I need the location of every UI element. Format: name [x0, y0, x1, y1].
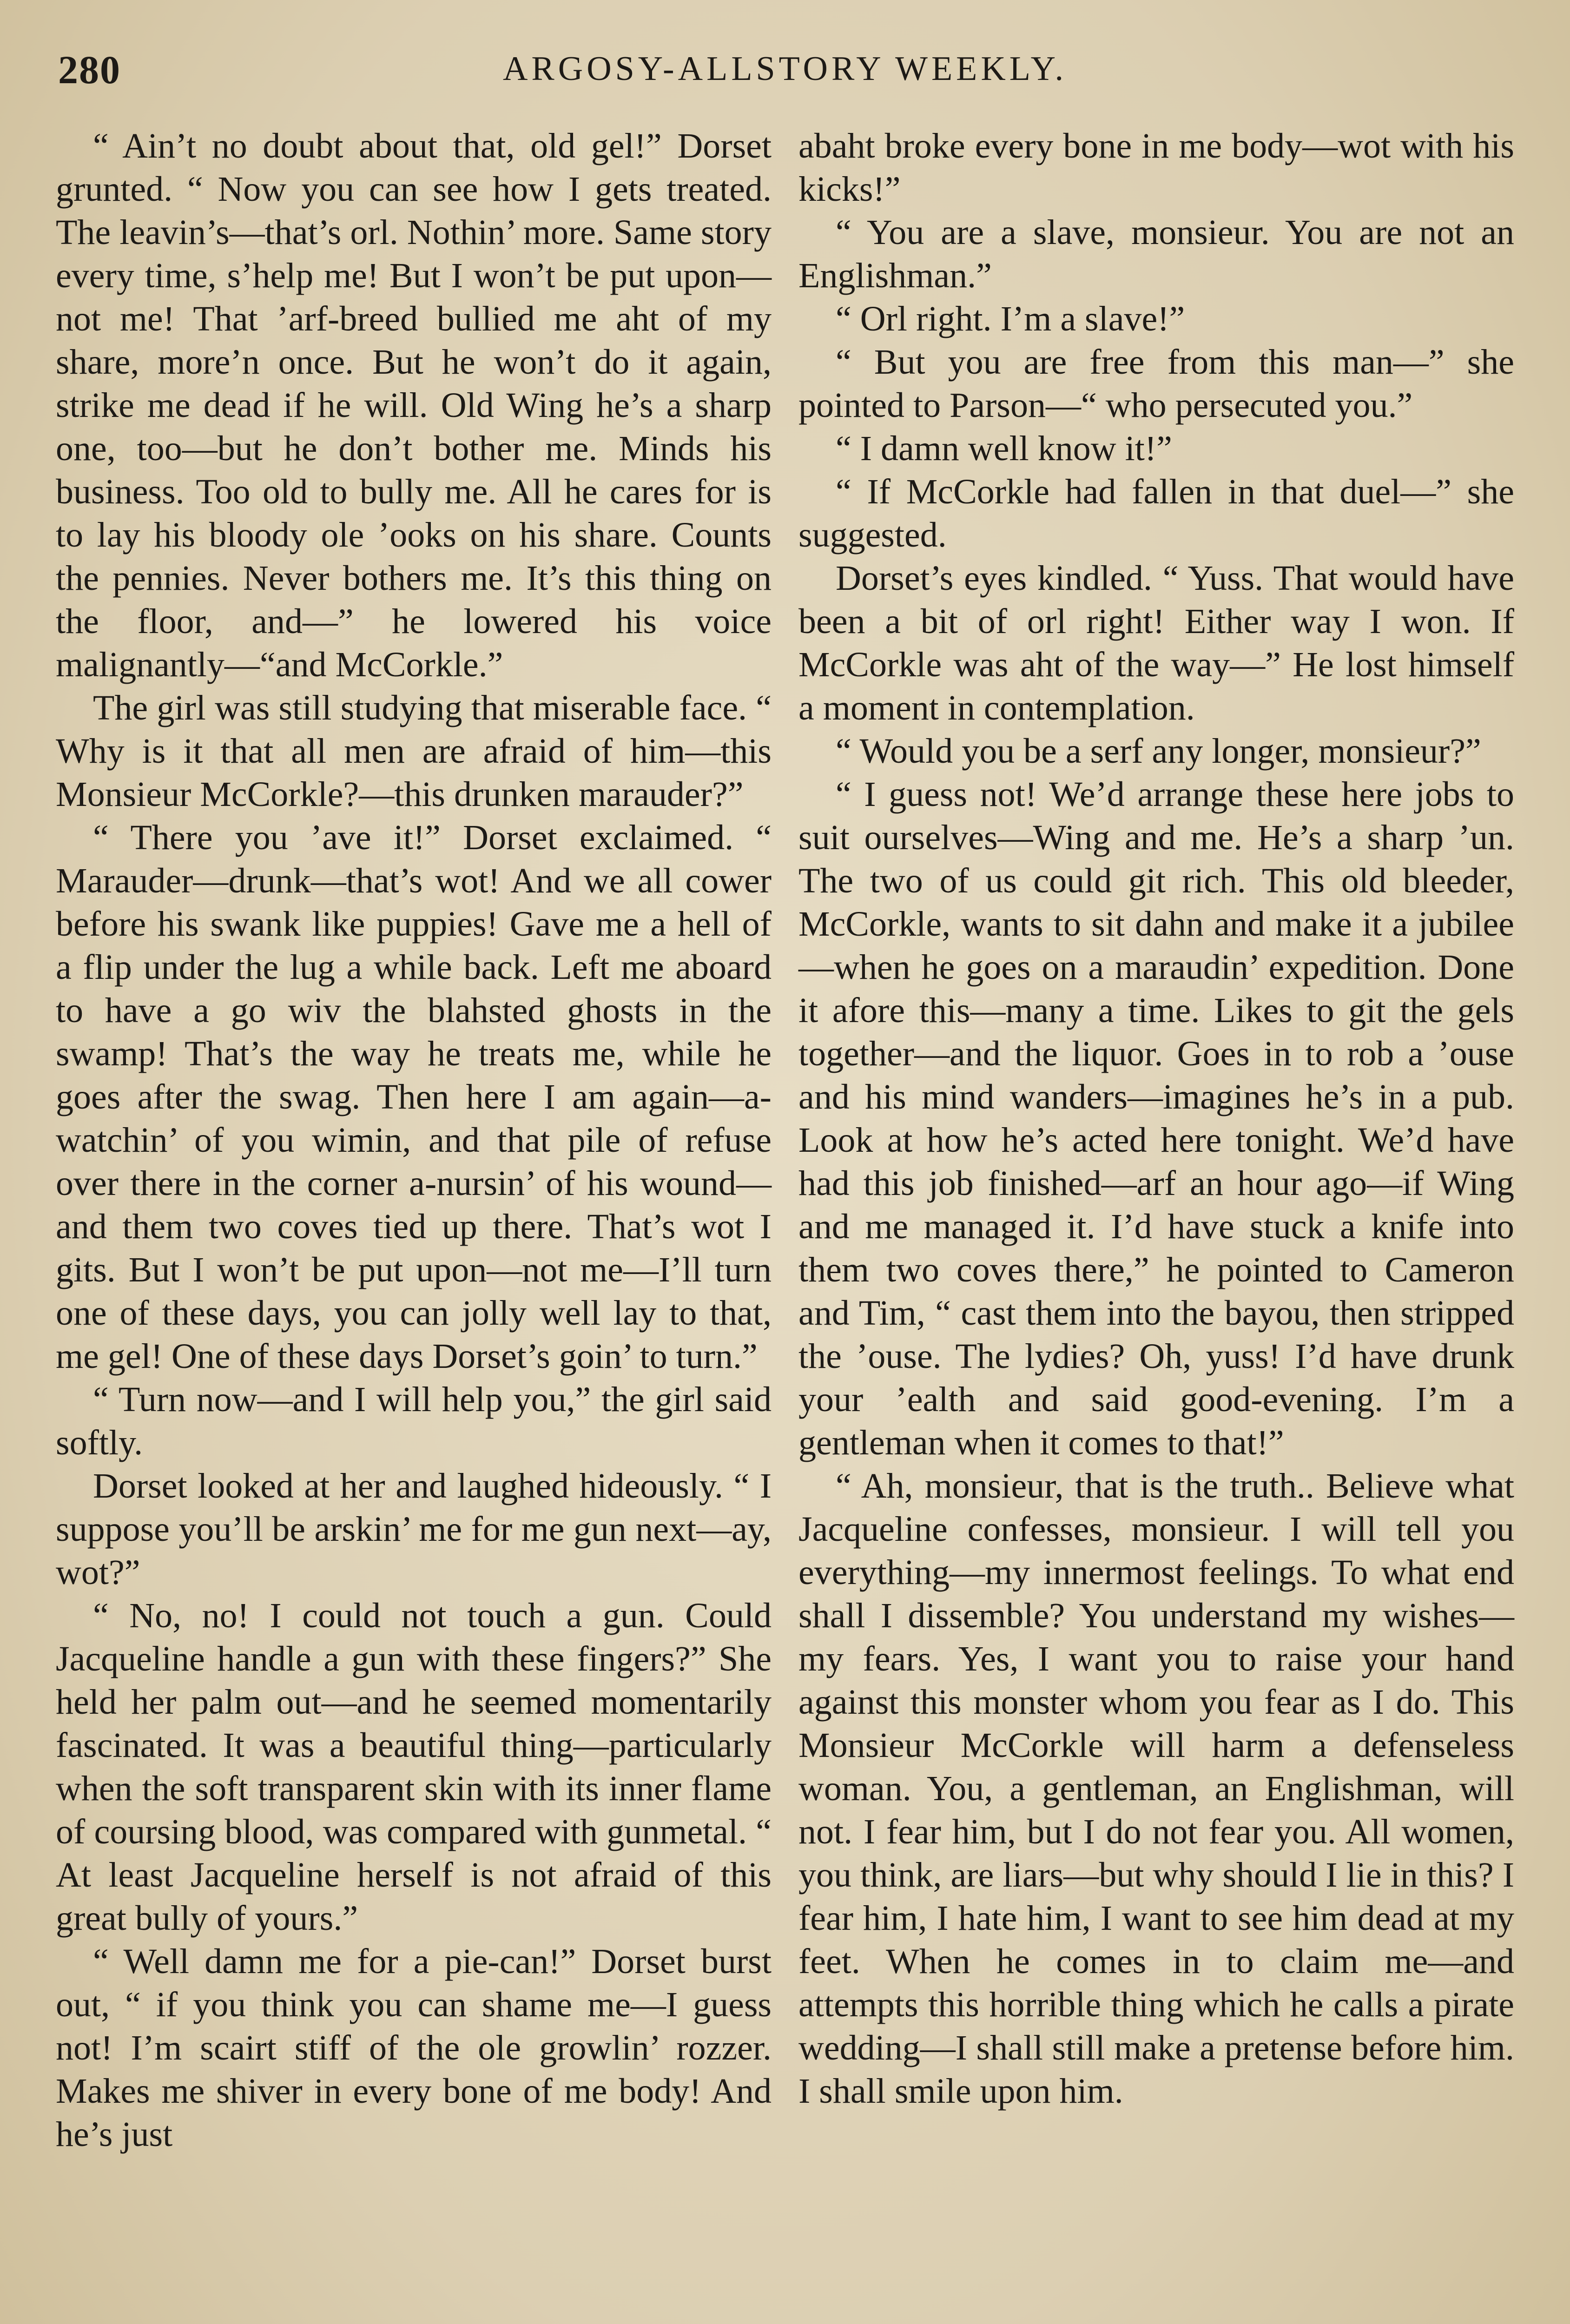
paragraph: “ There you ’ave it!” Dorset exclaimed. “ Marauder—drunk—that’s wot! And we all cower before his swank like puppies! Gave me a hell of a flip under the lug a while back. Left me aboard to have a go wiv the blahsted ghosts in the swamp! That’s the way he treats me, while he goes after the swag. Then here I am again—a-watchin’ of you wimin, and that pile of refuse over there in the corner a-nursin’ of his wound—and them two coves tied up there. That’s wot I gits. But I won’t be put upon—not me—I’ll turn one of these days, you can jolly well lay to that, me gel! One of these days Dorset’s goin’ to turn.”	[56, 818, 772, 1376]
paragraph: “ Orl right. I’m a slave!”	[836, 299, 1185, 338]
page-header	[58, 33, 1512, 102]
paragraph: “ If McCorkle had fallen in that duel—” she suggested.	[798, 472, 1514, 555]
paragraph: “ No, no! I could not touch a gun. Could Jacqueline handle a gun with these fingers?” She held her palm out—and he seemed momentarily fascinated. It was a beautiful thing—particularly when the soft transparent skin with its inner flame of coursing blood, was compared with gunmetal. “ At least Jacqueline herself is not afraid of this great bully of yours.”	[56, 1596, 772, 1938]
paragraph: “ You are a slave, monsieur. You are not an Englishman.”	[798, 213, 1514, 295]
running-title: ARGOSY-ALLSTORY WEEKLY.	[502, 50, 1068, 88]
paragraph: Dorset’s eyes kindled. “ Yuss. That would have been a bit of orl right! Either way I won. If McCorkle was aht of the way—” He lost himself a moment in contemplation.	[798, 559, 1514, 727]
paragraph: “ But you are free from this man—” she pointed to Parson—“ who persecuted you.”	[798, 343, 1514, 425]
page-number: 280	[58, 47, 121, 92]
paragraph: “ I damn well know it!”	[836, 429, 1172, 468]
paragraph: “ Would you be a serf any longer, monsieur?”	[836, 732, 1481, 771]
paragraph: “ I guess not! We’d arrange these here jobs to suit ourselves—Wing and me. He’s a sharp ’un. The two of us could git rich. This old bleeder, McCorkle, wants to sit dahn and make it a jubilee—when he goes on a maraudin’ expedition. Done it afore this—many a time. Likes to git the gels together—and the liquor. Goes in to rob a ’ouse and his mind wanders—imagines he’s in a pub. Look at how he’s acted here tonight. We’d have had this job finished—arf an hour ago—if Wing and me managed it. I’d have stuck a knife into them two coves there,” he pointed to Cameron and Tim, “ cast them into the bayou, then stripped the ’ouse. The lydies? Oh, yuss! I’d have drunk your ’ealth and said good-evening. I’m a gentleman when it comes to that!”	[798, 775, 1514, 1462]
paragraph: “ Ain’t no doubt about that, old gel!” Dorset grunted. “ Now you can see how I gets treated. The leavin’s—that’s orl. Nothin’ more. Same story every time, s’help me! But I won’t be put upon—not me! That ’arf-breed bullied me aht of my share, more’n once. But he won’t do it again, strike me dead if he will. Old Wing he’s a sharp one, too—but he don’t bother me. Minds his business. Too old to bully me. All he cares for is to lay his bloody ole ’ooks on his share. Counts the pennies. Never bothers me. It’s this thing on the floor, and—” he lowered his voice malignantly—“and McCorkle.”	[56, 126, 772, 684]
paragraph-continued: abaht broke every bone in me body—wot with his kicks!”	[798, 126, 1514, 209]
paragraph: Dorset looked at her and laughed hideously. “ I suppose you’ll be arskin’ me for me gun next—ay, wot?”	[56, 1466, 772, 1592]
paragraph: “ Turn now—and I will help you,” the girl said softly.	[56, 1380, 772, 1462]
right-column	[798, 125, 1514, 2113]
paragraph: The girl was still studying that miserable face. “ Why is it that all men are afraid of him—this Monsieur McCorkle?—this drunken marauder?”	[56, 688, 772, 814]
paragraph: “ Well damn me for a pie-can!” Dorset burst out, “ if you think you can shame me—I guess not! I’m scairt stiff of the ole growlin’ rozzer. Makes me shiver in every bone of me body! And he’s just	[56, 1942, 772, 2154]
paragraph: “ Ah, monsieur, that is the truth.. Believe what Jacqueline confesses, monsieur. I will tell you everything—my innermost feelings. To what end shall I dissemble? You understand my wishes—my fears. Yes, I want you to raise your hand against this monster whom you fear as I do. This Monsieur McCorkle will harm a defenseless woman. You, a gentleman, an Englishman, will not. I fear him, but I do not fear you. All women, you think, are liars—but why should I lie in this? I fear him, I hate him, I want to see him dead at my feet. When he comes in to claim me—and attempts this horrible thing which he calls a pirate wedding—I shall still make a pretense before him. I shall smile upon him.	[798, 1466, 1514, 2111]
left-column	[56, 125, 772, 2156]
